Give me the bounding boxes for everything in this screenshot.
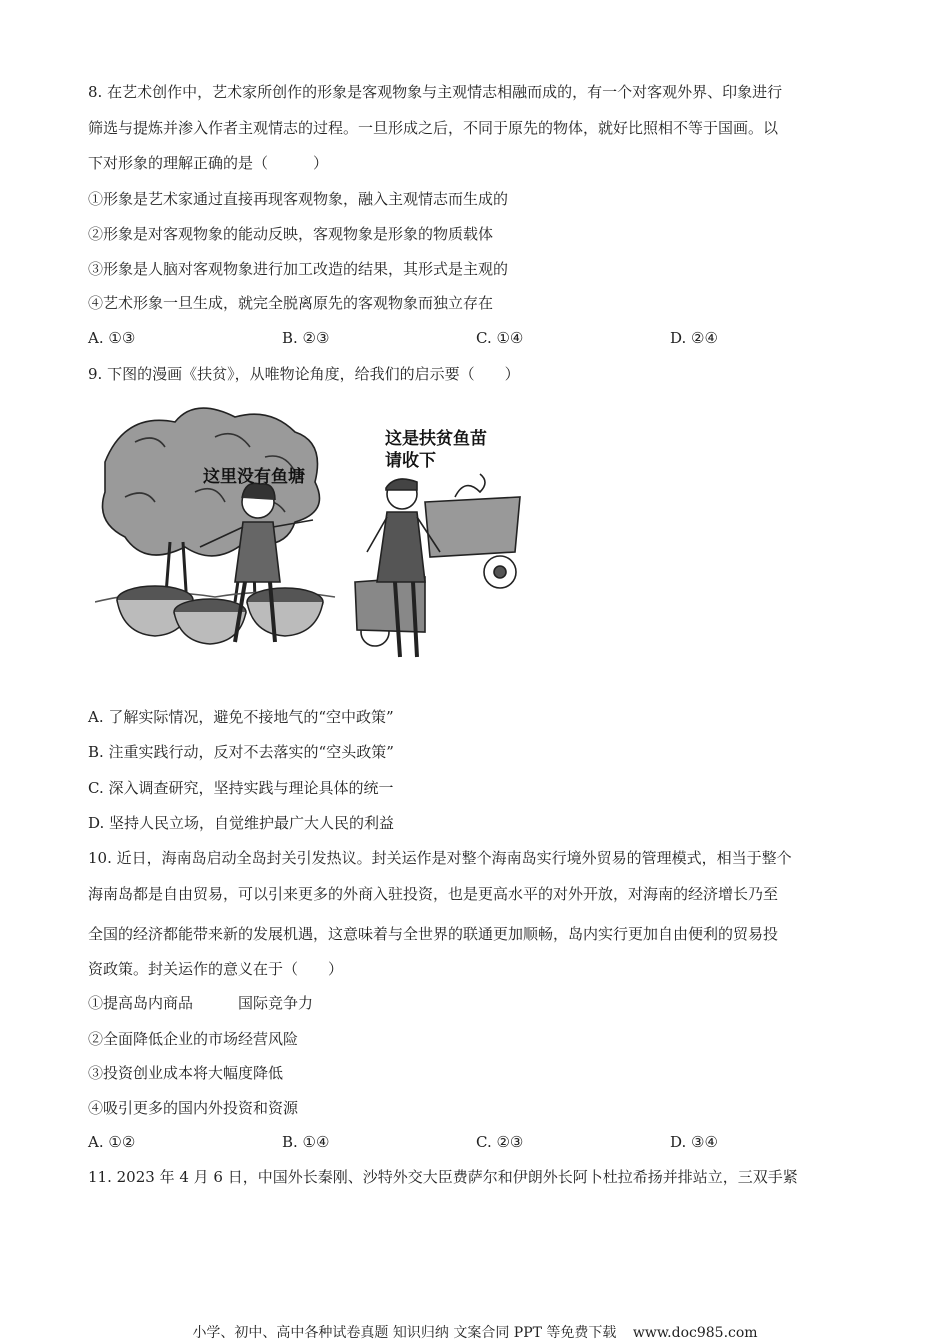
q8-item-2: ②形象是对客观物象的能动反映，客观物象是形象的物质载体: [88, 225, 494, 243]
footer-url[interactable]: www.doc985.com: [632, 1325, 758, 1341]
q10-stem-line-2: 海南岛都是自由贸易，可以引来更多的外商入驻投资，也是更高水平的对外开放，对海南的经济增长乃至: [88, 885, 779, 903]
q8-item-1: ①形象是艺术家通过直接再现客观物象，融入主观情志而生成的: [88, 190, 509, 208]
q9-option-d[interactable]: D. 坚持人民立场，自觉维护最广大人民的利益: [88, 814, 395, 832]
q8-stem-line-2: 筛选与提炼并渗入作者主观情志的过程。一旦形成之后，不同于原先的物体，就好比照相不等于国画。以: [88, 119, 779, 137]
page-footer: [0, 1324, 950, 1342]
comic-left-caption: 这里没有鱼塘: [203, 467, 305, 486]
footer-text: 小学、初中、高中各种试卷真题 知识归纳 文案合同 PPT 等免费下载: [192, 1325, 617, 1341]
q8-option-a[interactable]: A. ①③: [88, 329, 136, 347]
q8-item-4: ④艺术形象一旦生成，就完全脱离原先的客观物象而独立存在: [88, 294, 494, 312]
q10-item-1: ①提高岛内商品 国际竞争力: [88, 994, 314, 1012]
comic-right-caption-line-1: 这是扶贫鱼苗: [385, 429, 487, 448]
q8-stem-line-3: 下对形象的理解正确的是（ ）: [88, 154, 329, 172]
q9-option-a[interactable]: A. 了解实际情况，避免不接地气的“空中政策”: [88, 708, 394, 726]
q10-item-2: ②全面降低企业的市场经营风险: [88, 1030, 299, 1048]
poverty-relief-comic: [95, 402, 535, 670]
q10-stem-line-4: 资政策。封关运作的意义在于（ ）: [88, 960, 344, 978]
q8-option-b[interactable]: B. ②③: [282, 329, 330, 347]
q8-option-d[interactable]: D. ②④: [670, 329, 718, 347]
q10-option-c[interactable]: C. ②③: [476, 1133, 524, 1151]
q10-option-a[interactable]: A. ①②: [88, 1133, 136, 1151]
q9-option-c[interactable]: C. 深入调查研究，坚持实践与理论具体的统一: [88, 779, 394, 797]
q9-stem: 9. 下图的漫画《扶贫》，从唯物论角度，给我们的启示要（ ）: [88, 365, 520, 383]
comic-right-caption-line-2: 请收下: [385, 451, 436, 470]
q10-option-b[interactable]: B. ①④: [282, 1133, 330, 1151]
q8-stem-line-1: 8. 在艺术创作中，艺术家所创作的形象是客观物象与主观情志相融而成的，有一个对客观外界、印象进行: [88, 83, 783, 101]
q11-stem: 11. 2023 年 4 月 6 日，中国外长秦刚、沙特外交大臣费萨尔和伊朗外长阿卜杜拉希扬并排站立，三双手紧: [88, 1168, 798, 1186]
q10-option-d[interactable]: D. ③④: [670, 1133, 718, 1151]
fruit-baskets-illustration: [117, 586, 323, 644]
q9-option-b[interactable]: B. 注重实践行动，反对不去落实的“空头政策”: [88, 743, 394, 761]
q8-item-3: ③形象是人脑对客观物象进行加工改造的结果，其形式是主观的: [88, 260, 509, 278]
q10-item-3: ③投资创业成本将大幅度降低: [88, 1064, 284, 1082]
tree-illustration: [95, 408, 335, 607]
q8-option-c[interactable]: C. ①④: [476, 329, 524, 347]
q10-item-4: ④吸引更多的国内外投资和资源: [88, 1099, 299, 1117]
q10-stem-line-1: 10. 近日，海南岛启动全岛封关引发热议。封关运作是对整个海南岛实行境外贸易的管理模式，相当于整个: [88, 849, 792, 867]
q10-stem-line-3: 全国的经济都能带来新的发展机遇，这意味着与全世界的联通更加顺畅，岛内实行更加自由便利的贸易投: [88, 925, 779, 943]
